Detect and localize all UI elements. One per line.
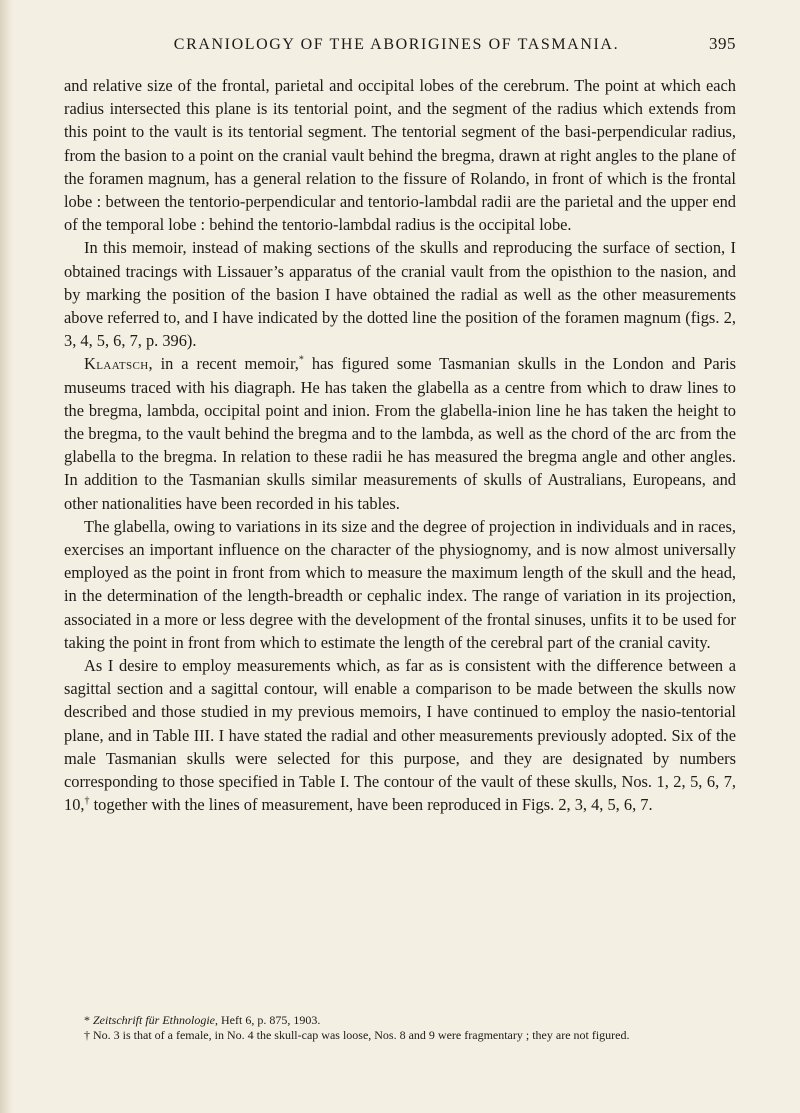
author-name: Klaatsch [84, 354, 149, 374]
paragraph-2: In this memoir, instead of making sections of the skulls and reproducing the surface of section, I obtained tracings with Lissauer’s apparatus of the cranial vault from the opisthion to the nasion, and by marking the position of the basion I have obtained the radial as well as the other measurements above referred to, and I have indicated by the dotted line the position of the foramen magnum (figs. 2, 3, 4, 5, 6, 7, p. 396). [64, 238, 736, 351]
paragraph-1: and relative size of the frontal, parietal and occipital lobes of the cerebrum. The point at which each radius intersected this plane is its tentorial point, and the segment of the radius which extends from this point to the vault is its tentorial segment. The tentorial segment of the basi-perpendicular radius, from the basion to a point on the cranial vault behind the bregma, drawn at right angles to the plane of the foramen magnum, has a general relation to the fissure of Rolando, in front of which is the frontal lobe : between the tentorio-perpendicular and tentorio-lambdal radii are the parietal and the upper end of the temporal lobe : behind the tentorio-lambdal radius is the occipital lobe. [64, 76, 736, 235]
body-text [64, 74, 736, 817]
running-header [64, 34, 736, 54]
paragraph-5-lead: As I desire to employ measurements which, as far as is consistent with the difference between a sagittal section and a sagittal contour, will enable a comparison to be made between the skulls now described and those studied in my previous memoirs, I have continued to employ the nasio-tentorial plane, and in Table III. I have stated the radial and other measurements previously adopted. Six of the male Tasmanian skulls were selected for this purpose, and they are designated by numbers corresponding to those specified in Table I. The contour of the vault of these skulls, Nos. 1, 2, 5, 6, 7, 10, [64, 656, 736, 815]
footnote-1-journal: Zeitschrift für Ethnologie [93, 1013, 215, 1027]
paragraph-5-rest: together with the lines of measurement, have been reproduced in Figs. 2, 3, 4, 5, 6, 7. [89, 795, 653, 815]
footnotes [64, 1013, 736, 1043]
footnote-2 [64, 1028, 736, 1043]
paragraph-4: The glabella, owing to variations in its size and the degree of projection in individuals and in races, exercises an important influence on the character of the physiognomy, and is now almost universally employed as the point in front from which to measure the maximum length of the skull and the head, in the determination of the length-breadth or cephalic index. The range of variation in its projection, associated in a more or less degree with the development of the frontal sinuses, unfits it to be used for taking the point in front from which to estimate the length of the cerebral part of the cranial cavity. [64, 516, 736, 652]
footnote-1-mark: * [84, 1013, 90, 1027]
page-number: 395 [709, 34, 736, 53]
page-edge-shadow [0, 0, 14, 1113]
footnote-1-rest: , Heft 6, p. 875, 1903. [215, 1013, 321, 1027]
paragraph-3 [64, 352, 736, 514]
running-title: CRANIOLOGY OF THE ABORIGINES OF TASMANIA. [173, 36, 620, 53]
paragraph-5 [64, 654, 736, 816]
footnote-2-mark: † [84, 1028, 90, 1042]
footnote-ref-2: † [84, 795, 90, 807]
footnote-2-text: No. 3 is that of a female, in No. 4 the skull-cap was loose, Nos. 8 and 9 were fragmentary ; they are not figured. [90, 1028, 630, 1042]
paragraph-3-lead: , in a recent memoir, [148, 354, 299, 374]
paragraph-3-rest: has figured some Tasmanian skulls in the London and Paris museums traced with his diagraph. He has taken the glabella as a centre from which to draw lines to the bregma, lambda, occipital point and inion. From the glabella-inion line he has taken the height to the bregma, to the vault behind the bregma and to the lambda, as well as the chord of the arc from the glabella to the bregma. In relation to these radii he has measured the bregma angle and other angles. In addition to the Tasmanian skulls similar measurements of skulls of Australians, Europeans, and other nationalities have been recorded in his tables. [64, 354, 737, 513]
footnote-1 [64, 1013, 736, 1028]
footnote-ref-1: * [298, 354, 304, 366]
